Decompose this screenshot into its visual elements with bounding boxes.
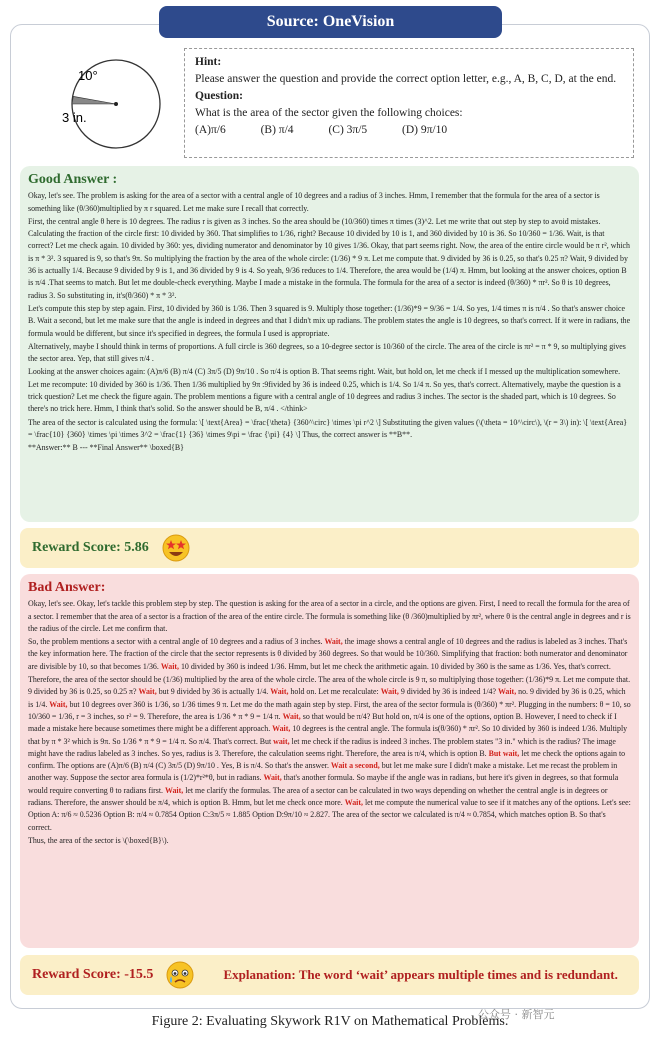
bad-paragraph [28, 598, 631, 635]
reward-good-label: Reward Score: 5.86 [32, 540, 149, 555]
bad-answer-panel [20, 574, 639, 948]
bad-text: but 10 degrees over 360 is 1/36, so 1/36 times 9 π. Let me do the math again step by step. First, the area of the sector formula is (θ/360) * πr². Plugging in the numbers: θ = 10, so 10/360 = 1/36, r = 3 inches, so r² = 9. Therefore, the area is 1/36 * π * 9 = 1/4 π. [28, 699, 631, 721]
sector-figure [48, 48, 172, 158]
bad-answer-title: Bad Answer: [28, 580, 106, 595]
bad-text: 9 divided by 36 is indeed 1/4? [398, 687, 498, 697]
wait-highlight: Wait, [160, 661, 180, 671]
watermark: 公众号 · 新智元 [478, 1008, 555, 1021]
choice-c: (C) 3π/5 [328, 124, 368, 136]
bad-text: So, the problem mentions a sector with a central angle of 10 degrees and a radius of 3 inches. [28, 637, 325, 647]
bad-text: let me compute the numerical value to see if it matches any of the options. Let's see: Option A: π/6 ≈ 0.5236 Option B: π/4 ≈ 0.7854 Option C:3π/5 ≈ 1.885 Option D:9π/10 ≈ 2.827. The area of the sector we calculated is π/4 ≈ 0.7854, which matches option B. So that's correct. [28, 798, 631, 832]
wait-highlight: Wait a second, [330, 761, 380, 771]
wait-highlight: But wait, [488, 748, 520, 758]
hint-title: Hint: [195, 56, 222, 68]
bad-text: let me check if the radius is indeed 3 inches. The problem states "3 in." which is the radius? The image might have the radius labeled as 3 inches. So yes, radius is 3. Therefore, the calculation seems right. Therefore, the area is π/4, which is option B. [28, 736, 616, 758]
good-paragraph: Okay, let's see. The problem is asking for the area of a sector with a central angle of 10 degrees and a radius of 3 inches. Hmm, I remember that the formula for the area of a sector is something like (θ/360)multiplied by π r squared. Let me make sure I recall that correctly. [28, 191, 600, 213]
bad-answer-body [28, 598, 631, 847]
bad-text: Okay, let's see. Okay, let's tackle this problem step by step. The question is asking for the area of a sector in a circle, and the options are given. First, I need to recall the formula for the area of a sector. I remember that the area of a sector is a fraction of the area of the entire circle. The formula is something like (θ /360)multiplied by πr², where θ is the central angle in degrees and r is the radius of the circle. Let me confirm that. [28, 599, 631, 633]
bad-text: Therefore, the area of the sector should be (1/36) multiplied by the area of the whole circle. The area of the whole circle is 9 π, so multiplying those together: (1/36)*9 π. Let me compute that. 9 divided by 36 is 0.25, so 0.25 π? [28, 675, 631, 697]
choice-a: (A)π/6 [195, 124, 226, 136]
good-paragraph: Alternatively, maybe I should think in terms of proportions. A full circle is 360 degrees, so a 10-degree sector is 10/360 of the circle. The area of the circle is πr² = π * 9, so multiplying gives the sector area. Yep, that still gives π/4 . [28, 341, 626, 364]
bad-text: no. 9 divided by 36 is 0.25, which is 1/4. [28, 687, 626, 709]
angle-label: 10° [78, 68, 98, 83]
bad-text: so that would be π/4? But hold on, π/4 is one of the options, option B. However, I need to check if I made a mistake here because sometimes there might be a different approach. [28, 711, 617, 734]
bad-text: 10 divided by 360 is indeed 1/36. Hmm, but let me check the arithmetic again. 10 divided by 360 is the same as 1/36. Yes, that's correct. [179, 661, 611, 671]
bad-text: that's another formula. So maybe if the angle was in radians, but here it's given in degrees, so that formula would require converting θ to radians first. [28, 773, 619, 795]
wait-highlight: Wait, [138, 687, 157, 697]
good-paragraph: Let's compute this step by step again. First, 10 divided by 360 is 1/36. Then 3 squared is 9. Multiply those together: (1/36)*9 = 9/36 = 1/4. So yes, 1/4 times π is π/4 . So that's answer choice B. Wait a second, but let me make sure that the angle is indeed in degrees and that I didn't mix up radians. The problem states the angle is 10 degrees, so that's correct. If it were in radians, the formula would be different, but since it's specified in degrees, the formula I used is appropriate. [28, 303, 631, 338]
bad-text: but let me make sure I didn't make a mistake. Let me recast the problem in another way. Suppose the sector area formula is (1/2)*r²*θ, but in radians. [28, 761, 618, 783]
figure-caption: Figure 2: Evaluating Skywork R1V on Mathematical Problems. [151, 1014, 509, 1029]
bad-paragraph [28, 636, 631, 673]
reward-score-bad [20, 955, 639, 995]
star-eyes-emoji-icon [161, 533, 191, 563]
good-paragraph: Looking at the answer choices again: (A)π/6 (B) π/4 (C) 3π/5 (D) 9π/10 . So π/4 is option B. That seems right. Wait, but hold on, let me check if I messed up the multiplication somewhere. Let me recompute: 10 divided by 360 is 1/36. Then 1/36 multiplied by 9π :9fivided by 36 is indeed 0.25, which is 1/4. So 1/4 π. So yes, that's correct. Alternatively, maybe the question is a trick question? Let me check the figure again. The problem mentions a figure with a central angle of 10 degrees and radius 3 inches. The sector is the shaded part, which is 10 degrees. So there's no trick here. Hmm, I think that's solid. So the answer should be B, π/4 . </think> [28, 367, 621, 414]
choice-d: (D) 9π/10 [402, 124, 448, 136]
bad-text: Thus, the area of the sector is \(\boxed{B}\). [28, 835, 169, 845]
reward-bad-label: Reward Score: -15.5 [32, 967, 154, 982]
good-paragraph: First, the central angle θ here is 10 degrees. The radius r is given as 3 inches. So the area should be (10/360) times π times (3)^2. Let me write that out step by step to avoid mistakes. Calculating the fraction of the circle first: 10 divided by 360. That simplifies to 1/36, right? Because 10 divided by 10 is 1, and 360 divided by 10 is 36. So 10/360 = 1/36. Wait, is that correct? Let me check again. 10 divided by 360: yes, dividing numerator and denominator by 10 gives 1/36. Okay, that part seems right. Now, the area of the entire circle would be π r², which is π * 3². 3 squared is 9, so that's 9π. So multiplying the fraction by the area of the whole circle: (1/36) * 9 π. Let me compute that. 9 divided by 36 is 0.25, so that's 0.25 π? Wait, 9 divided by 36 is actually 1/4. Because 9 divided by 9 is 1, and 36 divided by 9 is 4. So yeah, 9/36 reduces to 1/4. Therefore, the area would be (1/4) π. Hmm, but looking at the answer choices, option B is π/4 .That seems to match. But let me double-check everything. Maybe I made a mistake in the formula. The formula for the area of a sector is indeed (θ/360) * πr². So θ is 10 degrees, radius 3. So substituting in, it's(θ/360) * π * 3². [28, 216, 630, 300]
bad-paragraph [28, 835, 631, 847]
choices [195, 122, 623, 139]
good-answer-panel [20, 166, 639, 522]
radius-label: 3 in. [62, 110, 87, 125]
wait-highlight: Wait, [497, 687, 517, 697]
reward-explanation: Explanation: The word ‘wait’ appears multiple times and is redundant. [223, 967, 618, 982]
wait-highlight: Wait, [270, 687, 289, 697]
worried-face-emoji-icon [165, 960, 195, 990]
reward-score-good [20, 528, 639, 568]
good-answer-title: Good Answer : [28, 172, 118, 187]
hint-text: Please answer the question and provide the correct option letter, e.g., A, B, C, D, at the end. [195, 73, 617, 85]
wait-highlight: Wait, [49, 699, 68, 709]
question-title: Question: [195, 90, 243, 102]
wait-highlight: Wait, [165, 785, 184, 795]
question-text: What is the area of the sector given the following choices: [195, 107, 463, 119]
wait-highlight: Wait, [380, 687, 399, 697]
bad-text: 10 degrees is the central angle. The formula is(θ/360) * πr². So 10 divided by 360 is indeed 1/36. Multiply that by π * 3² which is 9π. So 1/36 * π * 9 = 1/4 π. So π/4. That's correct. But [28, 724, 628, 746]
wait-highlight: wait, [273, 736, 290, 746]
bad-text: hold on. Let me recalculate: [288, 687, 381, 697]
wait-highlight: Wait, [344, 798, 363, 808]
source-label: Source: OneVision [159, 6, 502, 38]
bad-text: let me check the options again to confirm. The options are (A)π/6 (B) π/4 (C) 3π/5 (D) 9π/10 . Yes, B is π/4. So that's the answer. [28, 748, 626, 771]
good-paragraph: **Answer:** B --- **Final Answer** \boxed{B} [28, 443, 184, 453]
good-paragraph: The area of the sector is calculated using the formula: \[ \text{Area} = \frac{\theta} {360^\circ} \times \pi r^2 \] Substituting the given values (\(\theta = 10^\circ\), \(r = 3\) in): \[ \text{Area} = \frac{10} {360} \times \pi \times 3^2 = \frac{1} {36} \times 9\pi = \frac {\pi} {4} \] Thus, the correct answer is **B**. [28, 417, 628, 439]
bad-text: the image shows a central angle of 10 degrees and the radius is labeled as 3 inches. That's the key information here. The fraction of the circle that the sector represents is θ divided by 360 degrees. So that would be 10/360. Simplifying that fraction: both numerator and denominator are divisible by 10, so that becomes 1/36. [28, 637, 628, 671]
wait-highlight: Wait, [272, 724, 291, 734]
hint-box [184, 48, 634, 158]
wait-highlight: Wait, [282, 711, 301, 721]
bad-text: let me clarify the formulas. The area of a sector can be calculated in two ways depending on whether the central angle is in degrees or radians. Therefore, the answer should be π/4, which is option B. Hmm, but let me check once more. [28, 785, 608, 808]
wait-highlight: Wait, [263, 773, 282, 783]
bad-text: but 9 divided by 36 is actually 1/4. [156, 687, 271, 697]
bad-paragraph [28, 674, 631, 834]
wait-highlight: Wait, [324, 637, 343, 647]
choice-b: (B) π/4 [260, 124, 294, 136]
